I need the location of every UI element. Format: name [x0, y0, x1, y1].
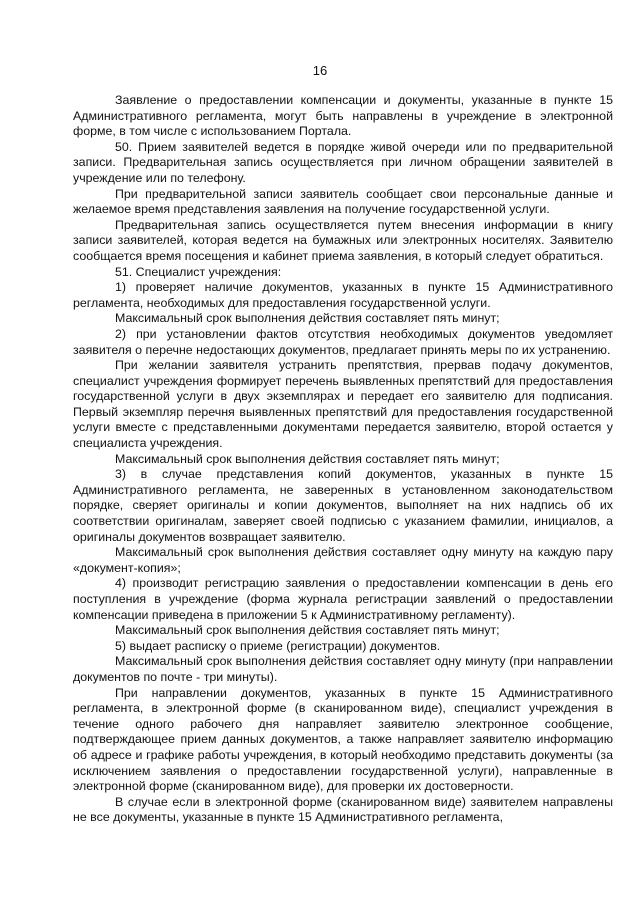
paragraph: 2) при установлении фактов отсутствия необходимых документов уведомляет заявителя о перечне недостающих документов, предлагает принять меры по их устранению.	[73, 326, 613, 357]
paragraph: 1) проверяет наличие документов, указанных в пункте 15 Административного регламента, необходимых для предоставления государственной услуги.	[73, 280, 613, 310]
paragraph: Заявление о предоставлении компенсации и документы, указанные в пункте 15 Административного регламента, могут быть направлены в учреждение в электронной форме, в том числе с использованием Портала.	[73, 93, 613, 139]
paragraph: 3) в случае представления копий документов, указанных в пункте 15 Административного регламента, не заверенных в установленном законодательством порядке, сверяет оригиналы и копии документов, выполняет на них надпись об их соответствии оригиналам, заверяет своей подписью с указанием фамилии, инициалов, а оригиналы документов возвращает заявителю.	[73, 467, 613, 544]
paragraph: При предварительной записи заявитель сообщает свои персональные данные и желаемое время представления заявления на получение государственной услуги.	[73, 186, 613, 217]
document-body	[73, 93, 613, 826]
paragraph: Максимальный срок выполнения действия составляет пять минут;	[115, 623, 500, 638]
paragraph: Максимальный срок выполнения действия составляет одну минуту (при направлении документов по почте - три минуты).	[73, 654, 613, 684]
paragraph: 51. Специалист учреждения:	[115, 264, 282, 279]
paragraph: Предварительная запись осуществляется путем внесения информации в книгу записи заявителей, которая ведется на бумажных или электронных носителях. Заявителю сообщается время посещения и кабинет приема заявления, в который следует обратиться.	[73, 217, 613, 263]
paragraph: 5) выдает расписку о приеме (регистрации) документов.	[115, 638, 441, 653]
paragraph: 50. Прием заявителей ведется в порядке живой очереди или по предварительной записи. Предварительная запись осуществляется при личном обращении заявителей в учреждение или по телефону.	[73, 139, 613, 185]
paragraph: Максимальный срок выполнения действия составляет одну минуту на каждую пару «документ-копия»;	[73, 545, 613, 575]
paragraph: В случае если в электронной форме (сканированном виде) заявителем направлены не все документы, указанные в пункте 15 Административного регламента,	[73, 794, 613, 825]
paragraph: 4) производит регистрацию заявления о предоставлении компенсации в день его поступления в учреждение (форма журнала регистрации заявлений о предоставлении компенсации приведена в приложении 5 к Административному регламенту).	[73, 576, 613, 622]
paragraph: При желании заявителя устранить препятствия, прервав подачу документов, специалист учреждения формирует перечень выявленных препятствий для предоставления государственной услуги в двух экземплярах и передает его заявителю для подписания. Первый экземпляр перечня выявленных препятствий для предоставления государственной услуги вместе с представленными документами передается заявителю, второй остается у специалиста учреждения.	[73, 358, 613, 451]
page-number: 16	[312, 63, 328, 78]
paragraph: При направлении документов, указанных в пункте 15 Административного регламента, в электронной форме (в сканированном виде), специалист учреждения в течение одного рабочего дня направляет заявителю электронное сообщение, подтверждающее прием данных документов, а также направляет заявителю информацию об адресе и графике работы учреждения, в который необходимо представить документы (за исключением заявления о предоставлении государственной услуги), направленные в электронной форме (сканированном виде), для проверки их достоверности.	[73, 685, 613, 794]
paragraph: Максимальный срок выполнения действия составляет пять минут;	[115, 451, 500, 466]
paragraph: Максимальный срок выполнения действия составляет пять минут;	[115, 311, 500, 326]
